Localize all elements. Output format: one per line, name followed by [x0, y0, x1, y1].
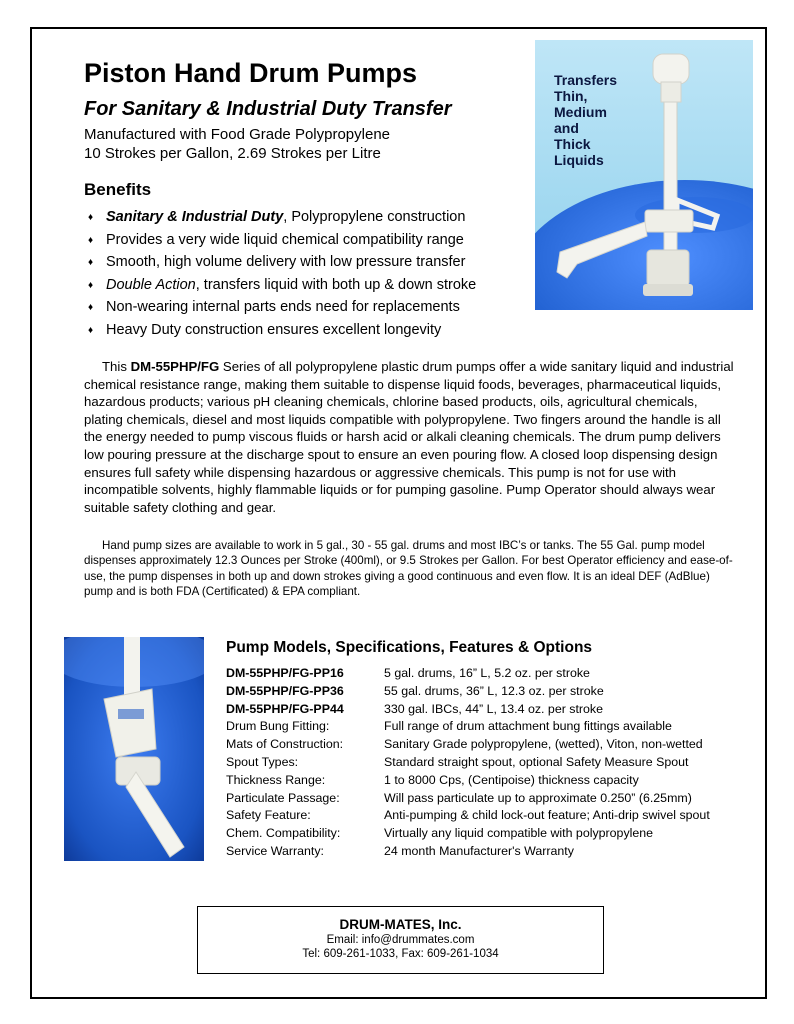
paragraph-intro: This: [102, 359, 131, 374]
spec-label: Drum Bung Fitting:: [226, 719, 330, 734]
diamond-bullet-icon: ♦: [88, 234, 94, 246]
sizes-paragraph: Hand pump sizes are available to work in 5 gal., 30 - 55 gal. drums and most IBC’s or tanks. The 55 Gal. pump model dispenses approximately 12.3 Ounces per Stroke (400ml), or 9.5 Strokes per Gallon. For best Operator efficiency and ease-of-use, the pump dispenses in both up and down strokes giving a good continuous and even flow. It is an ideal DEF (AdBlue) pump and is both FDA (Certificated) & EPA compliant.: [84, 539, 733, 599]
spec-label: DM-55PHP/FG-PP36: [226, 683, 344, 698]
spec-label: Spout Types:: [226, 754, 299, 769]
material-line: Manufactured with Food Grade Polypropylene: [84, 126, 391, 143]
spec-label: Thickness Range:: [226, 772, 326, 787]
spec-label: Mats of Construction:: [226, 737, 344, 752]
spec-label: Service Warranty:: [226, 843, 324, 858]
diamond-bullet-icon: ♦: [88, 257, 94, 269]
paragraph-body: Series of all polypropylene plastic drum pumps offer a wide sanitary liquid and industrial chemical resistance range, making them suitable to dispense liquid foods, beverages, pharmaceutical liquids, hazardous products; various pH cleaning chemicals, chlorine based products, oils, agricultural chemicals, plating chemicals, diesel and most liquids compatible with polypropylene. Two fingers around the handle is all the energy needed to pump viscous fluids or harsh acid or alkali cleaning chemicals. The drum pump delivers low pouring pressure at the discharge spout to ensure an even pouring flow. A closed loop dispensing design ensures full safety while dispensing hazardous or aggressive chemicals. This pump is not for use with incompatible solvents, highly flammable liquids or for pumping gasoline. Pump Operator should always wear suitable safety clothing and gear.: [84, 359, 734, 515]
benefits-heading: Benefits: [84, 180, 152, 199]
spec-label: Particulate Passage:: [226, 790, 340, 805]
spec-value: 5 gal. drums, 16” L, 5.2 oz. per stroke: [384, 666, 590, 680]
contact-box: [197, 906, 604, 974]
diamond-bullet-icon: ♦: [88, 302, 94, 314]
benefit-item: [88, 206, 476, 229]
spec-label: Chem. Compatibility:: [226, 826, 341, 841]
benefit-item: [88, 319, 476, 342]
benefit-text: , transfers liquid with both up & down stroke: [195, 276, 477, 293]
models-heading: Pump Models, Specifications, Features & Options: [226, 639, 593, 656]
spec-value: 24 month Manufacturer's Warranty: [384, 843, 574, 858]
benefit-text: , Polypropylene construction: [283, 209, 466, 225]
benefits-list: [88, 206, 476, 342]
spec-value: 330 gal. IBCs, 44” L, 13.4 oz. per stroke: [384, 701, 604, 716]
benefit-item: [88, 274, 476, 297]
benefit-item: [88, 251, 476, 274]
benefit-text: Provides a very wide liquid chemical compatibility range: [106, 231, 464, 248]
company-name: DRUM-MATES, Inc.: [339, 917, 462, 932]
benefit-lead: Double Action: [106, 276, 196, 293]
contact-phone: Tel: 609-261-1033, Fax: 609-261-1034: [302, 948, 499, 960]
spec-value: Will pass particulate up to approximate 0.250” (6.25mm): [384, 790, 692, 805]
spec-value: Full range of drum attachment bung fittings available: [384, 719, 672, 734]
benefit-text: Heavy Duty construction ensures excellent longevity: [106, 321, 442, 338]
pump-closeup-illustration: [64, 637, 204, 861]
diamond-bullet-icon: ♦: [88, 279, 94, 291]
spec-label: DM-55PHP/FG-PP44: [226, 701, 344, 716]
spec-label: Safety Feature:: [226, 808, 311, 823]
pump-photo-top: [535, 40, 753, 310]
spec-value: 55 gal. drums, 36” L, 12.3 oz. per stroke: [384, 683, 604, 698]
benefit-item: [88, 229, 476, 252]
photo-caption: Transfers Thin, Medium and Thick Liquids: [554, 72, 618, 168]
benefit-item: [88, 296, 476, 319]
diamond-bullet-icon: ♦: [88, 212, 94, 223]
benefit-lead: Sanitary & Industrial Duty: [106, 209, 284, 225]
pump-photo-bottom: [64, 637, 204, 861]
diamond-bullet-icon: ♦: [88, 324, 94, 336]
description-paragraph: [84, 358, 734, 516]
spec-value: Sanitary Grade polypropylene, (wetted), Viton, non-wetted: [384, 737, 703, 752]
spec-value: Virtually any liquid compatible with polypropylene: [384, 826, 654, 841]
contact-email: Email: info@drummates.com: [326, 934, 475, 946]
spec-value: 1 to 8000 Cps, (Centipoise) thickness capacity: [384, 772, 639, 787]
page-subtitle: For Sanitary & Industrial Duty Transfer: [84, 98, 452, 120]
page-title: Piston Hand Drum Pumps: [84, 58, 418, 88]
strokes-line: 10 Strokes per Gallon, 2.69 Strokes per Litre: [84, 145, 381, 162]
benefit-text: Smooth, high volume delivery with low pressure transfer: [106, 254, 466, 271]
spec-value: Standard straight spout, optional Safety Measure Spout: [384, 754, 689, 769]
spec-label: DM-55PHP/FG-PP16: [226, 666, 344, 680]
benefit-text: Non-wearing internal parts ends need for replacements: [106, 299, 460, 316]
model-series: DM-55PHP/FG: [130, 359, 220, 374]
spec-value: Anti-pumping & child lock-out feature; Anti-drip swivel spout: [384, 808, 710, 823]
